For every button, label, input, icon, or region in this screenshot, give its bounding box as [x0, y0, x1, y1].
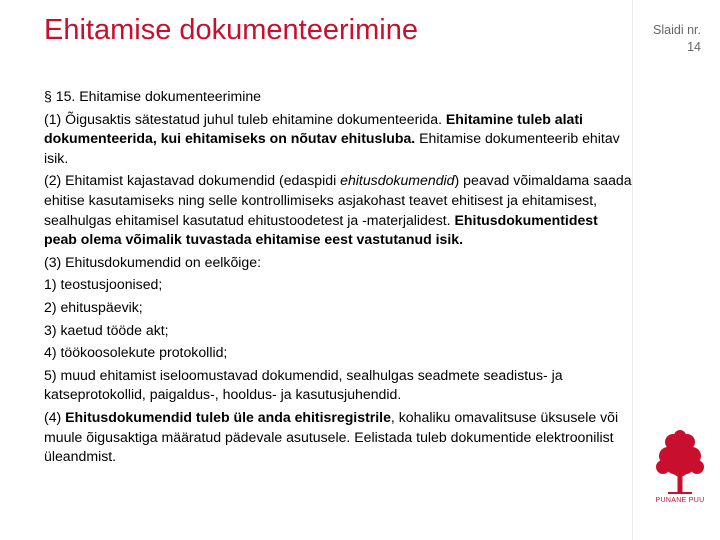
paragraph-1-bold: Ehitamine tuleb alati dokumenteerida, kui ehitamiseks on nõutav ehitusluba.: [44, 110, 583, 147]
slide-number-label: Slaidi nr.: [653, 23, 701, 37]
slide-number: [653, 22, 701, 56]
paragraph-1-text: (1) Õigusaktis sätestatud juhul tuleb ehitamine dokumenteerida.: [44, 110, 446, 127]
paragraph-4-text: (4): [44, 408, 66, 425]
paragraph-4-text-end: , kohaliku omavalitsuse üksusele või muule õigusaktiga määratud pädevale asutusele. Eelistada tuleb dokumentide elektroonilist üleandmist.: [44, 408, 619, 465]
slide-title: Ehitamise dokumenteerimine: [44, 14, 418, 46]
paragraph-1-text-end: Ehitamise dokumenteerib ehitav isik.: [44, 130, 620, 166]
slide-body: [44, 87, 634, 470]
paragraph-2-bold: Ehitusdokumentidest peab olema võimalik tuvastada ehitamise eest vastutanud isik.: [44, 211, 598, 248]
paragraph-3: (3) Ehitusdokumendid on eelkõige:: [44, 253, 262, 270]
list-item: 5) muud ehitamist iseloomustavad dokumendid, sealhulgas seadmete seadistus- ja katseprotokollid, paigaldus-, hooldus- ja kasutusjuhendid.: [44, 366, 563, 403]
list-item: 3) kaetud tööde akt;: [44, 321, 169, 338]
logo-text: PUNANE PUU: [655, 497, 705, 504]
paragraph-4-bold: Ehitusdokumendid tuleb üle anda ehitisregistrile: [65, 408, 391, 425]
list-item: 2) ehituspäevik;: [44, 298, 143, 315]
slide-number-value: 14: [687, 40, 701, 54]
paragraph-2-text-mid: ) peavad võimaldama saada ehitise kasutamiseks ning selle kontrollimiseks asjakohast teavet ehitisest ja ehitamisest, sealhulgas ehitamisel kasutatud ehitustoodetest ja -materjalidest.: [44, 172, 632, 228]
list-item: 4) töökoosolekute protokollid;: [44, 344, 228, 361]
paragraph-2: [44, 171, 634, 249]
paragraph-1: [44, 110, 634, 169]
list-item: 1) teostusjoonised;: [44, 276, 163, 293]
paragraph-2-text: (2) Ehitamist kajastavad dokumendid (edaspidi: [44, 172, 341, 189]
section-heading: § 15. Ehitamise dokumenteerimine: [44, 88, 262, 104]
paragraph-4: [44, 408, 634, 467]
paragraph-2-italic: ehitusdokumendid: [340, 172, 455, 189]
